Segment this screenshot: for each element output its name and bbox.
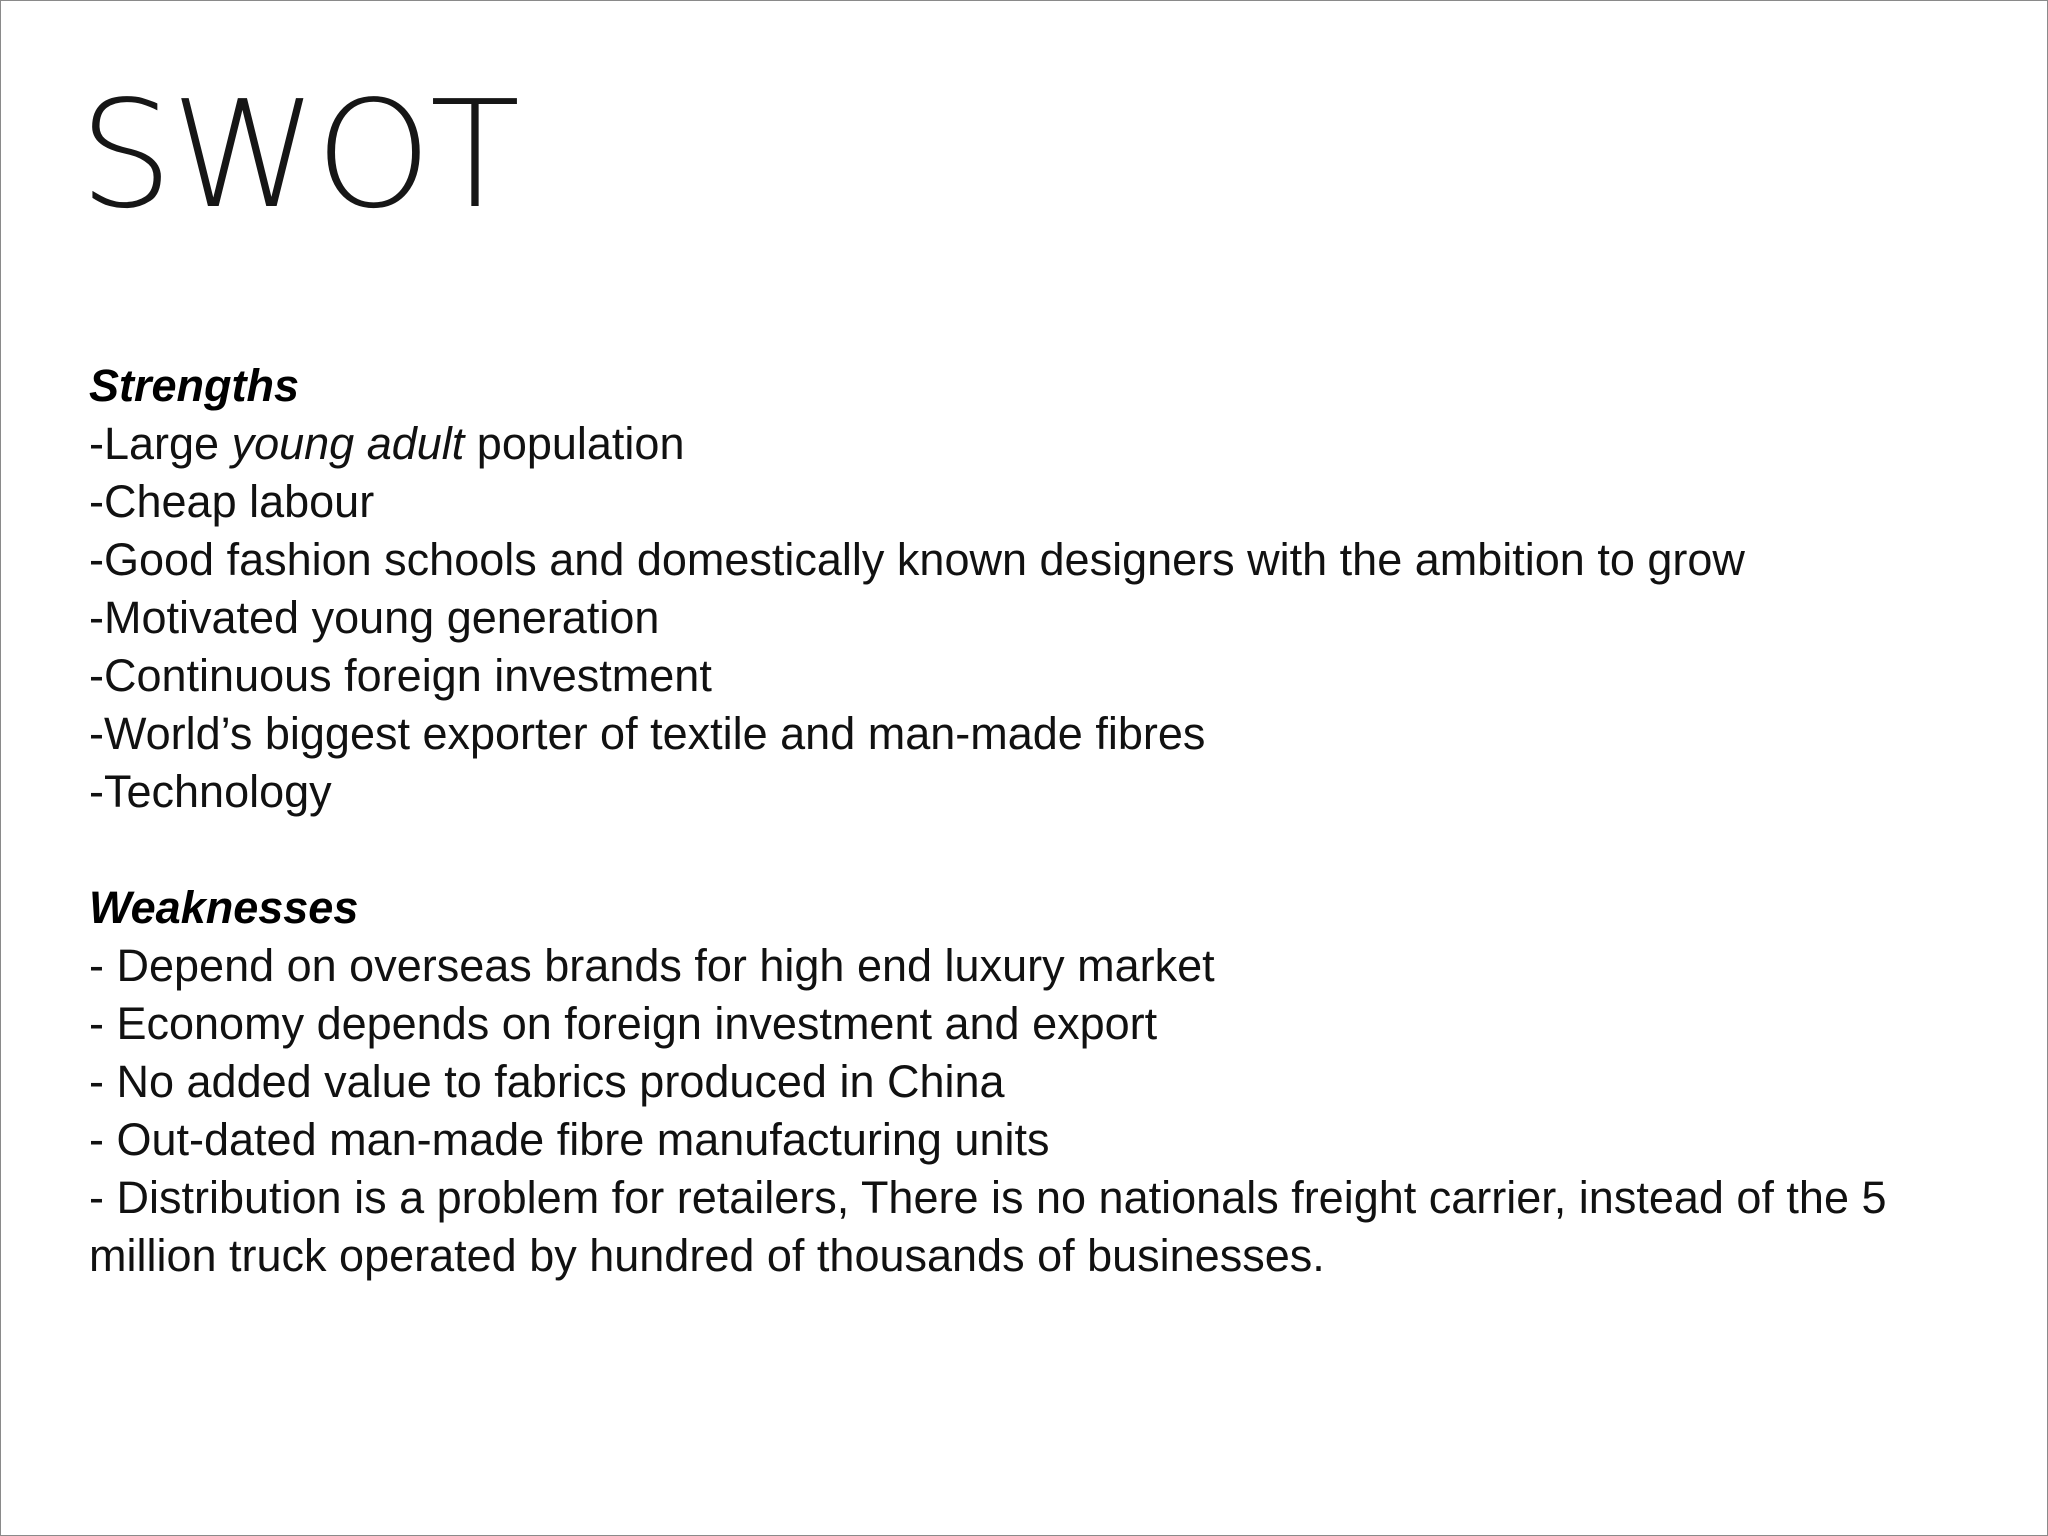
weaknesses-section (89, 879, 1969, 1285)
strengths-item-technology: -Technology (89, 766, 332, 817)
strengths-item-fashion-schools: -Good fashion schools and domestically known designers with the ambition to grow (89, 534, 1745, 585)
young-adult-emphasis: young adult (231, 418, 465, 469)
strengths-item-foreign-investment: -Continuous foreign investment (89, 650, 712, 701)
weaknesses-item-distribution: - Distribution is a problem for retailers, There is no nationals freight carrier, instead of the 5 million truck operated by hundred of thousands of businesses. (89, 1172, 1887, 1281)
weaknesses-item-economy-dependence: - Economy depends on foreign investment and export (89, 998, 1158, 1049)
strengths-item-textile-exporter: -World’s biggest exporter of textile and man-made fibres (89, 708, 1206, 759)
weaknesses-item-overseas-brands: - Depend on overseas brands for high end luxury market (89, 940, 1215, 991)
strengths-item-young-generation: -Motivated young generation (89, 592, 660, 643)
strengths-heading: Strengths (89, 360, 300, 411)
strengths-item-cheap-labour: -Cheap labour (89, 476, 375, 527)
strengths-item-large-population (89, 415, 1969, 473)
section-spacer (89, 821, 1969, 879)
slide-title: SWOT (79, 69, 519, 241)
weaknesses-item-manufacturing-units: - Out-dated man-made fibre manufacturing units (89, 1114, 1050, 1165)
strengths-item-suffix: population (464, 418, 685, 469)
strengths-section (89, 357, 1969, 821)
weaknesses-list (89, 937, 1969, 1285)
strengths-item-prefix: -Large (89, 418, 232, 469)
weaknesses-heading: Weaknesses (89, 882, 359, 933)
swot-content (89, 357, 1969, 1285)
strengths-list (89, 415, 1969, 821)
weaknesses-item-fabric-value: - No added value to fabrics produced in China (89, 1056, 1005, 1107)
